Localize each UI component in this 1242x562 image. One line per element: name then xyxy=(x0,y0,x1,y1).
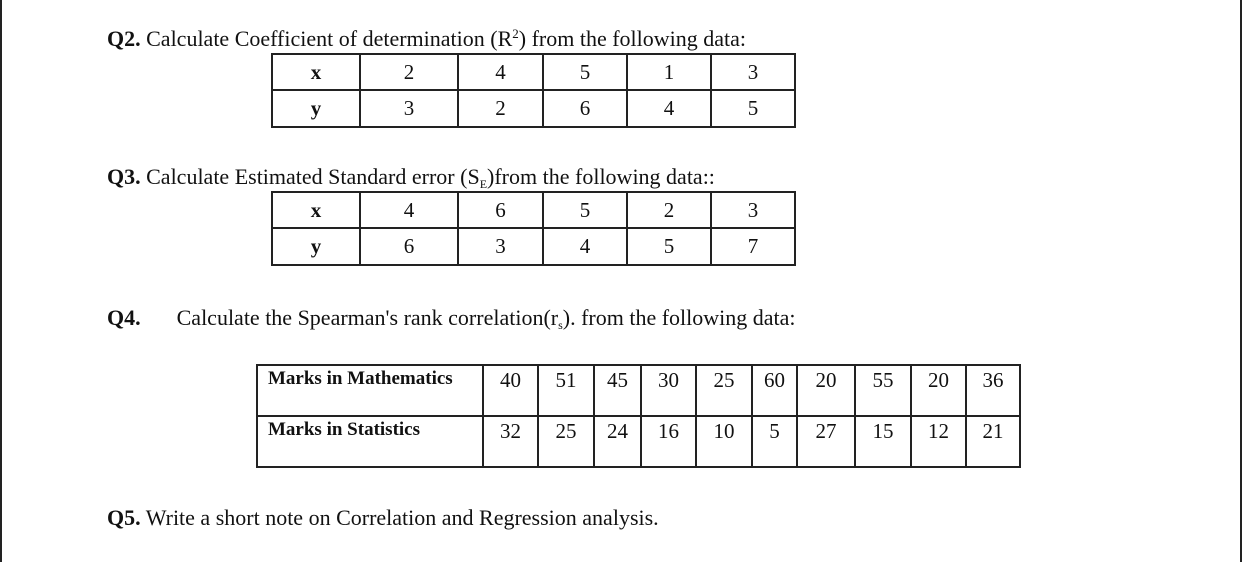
q3-cell: 5 xyxy=(627,228,711,265)
q2-text-after: ) from the following data: xyxy=(518,26,747,51)
q2-table xyxy=(271,53,796,128)
q3-row-y xyxy=(272,228,795,265)
q3-subscript: E xyxy=(479,177,488,191)
q3-cell: 5 xyxy=(543,192,627,228)
q5-heading xyxy=(107,505,659,531)
q2-cell: 2 xyxy=(360,54,458,90)
q4-text-after: ). from the following data: xyxy=(562,305,796,330)
q4-cell: 60 xyxy=(752,365,797,416)
q2-cell: 5 xyxy=(543,54,627,90)
q4-cell: 55 xyxy=(855,365,911,416)
q4-cell: 10 xyxy=(696,416,752,467)
q4-cell: 51 xyxy=(538,365,594,416)
q2-row-y xyxy=(272,90,795,127)
q3-cell: 2 xyxy=(627,192,711,228)
q3-row-x xyxy=(272,192,795,228)
q3-cell: 4 xyxy=(543,228,627,265)
q5-text: Write a short note on Correlation and Regression analysis. xyxy=(145,505,659,530)
q4-cell: 36 xyxy=(966,365,1020,416)
q4-cell: 20 xyxy=(911,365,966,416)
q4-subscript: s xyxy=(558,318,563,332)
q2-cell: 4 xyxy=(627,90,711,127)
q2-cell: 3 xyxy=(360,90,458,127)
q3-heading xyxy=(107,164,715,190)
q4-cell: 21 xyxy=(966,416,1020,467)
q3-text-before: Calculate Estimated Standard error (S xyxy=(146,164,480,189)
q4-cell: 30 xyxy=(641,365,696,416)
q2-heading xyxy=(107,26,746,52)
q2-cell: 5 xyxy=(711,90,795,127)
q2-cell: 4 xyxy=(458,54,543,90)
q3-cell: 6 xyxy=(458,192,543,228)
q2-cell: 2 xyxy=(458,90,543,127)
q4-row-mathematics xyxy=(257,365,1020,416)
q4-heading xyxy=(107,305,796,331)
q4-cell: 25 xyxy=(538,416,594,467)
q4-cell: 24 xyxy=(594,416,641,467)
left-border xyxy=(0,0,2,562)
q4-cell: 20 xyxy=(797,365,855,416)
q3-text-after: )from the following data:: xyxy=(487,164,715,189)
q4-cell: 40 xyxy=(483,365,538,416)
q4-cell: 45 xyxy=(594,365,641,416)
q3-table xyxy=(271,191,796,266)
q4-row-statistics xyxy=(257,416,1020,467)
q4-table xyxy=(256,364,1021,468)
q4-cell: 27 xyxy=(797,416,855,467)
q2-cell: 6 xyxy=(543,90,627,127)
q4-cell: 5 xyxy=(752,416,797,467)
q2-cell: 1 xyxy=(627,54,711,90)
q4-cell: 12 xyxy=(911,416,966,467)
q4-cell: 16 xyxy=(641,416,696,467)
q3-cell: 3 xyxy=(458,228,543,265)
q4-number: Q4. xyxy=(107,305,141,330)
q2-superscript: 2 xyxy=(512,26,519,41)
q3-cell: 6 xyxy=(360,228,458,265)
q4-cell: 25 xyxy=(696,365,752,416)
q3-label-y: y xyxy=(272,228,360,265)
q4-cell: 32 xyxy=(483,416,538,467)
q4-label-statistics: Marks in Statistics xyxy=(257,416,483,467)
q3-cell: 4 xyxy=(360,192,458,228)
q4-text-before: Calculate the Spearman's rank correlation(r xyxy=(176,305,559,330)
q2-row-x xyxy=(272,54,795,90)
q2-number: Q2. xyxy=(107,26,141,51)
q2-text-before: Calculate Coefficient of determination (R xyxy=(146,26,513,51)
q5-number: Q5. xyxy=(107,505,141,530)
q4-cell: 15 xyxy=(855,416,911,467)
q2-label-y: y xyxy=(272,90,360,127)
q2-label-x: x xyxy=(272,54,360,90)
q4-label-mathematics: Marks in Mathematics xyxy=(257,365,483,416)
q3-cell: 3 xyxy=(711,192,795,228)
q3-number: Q3. xyxy=(107,164,141,189)
q2-cell: 3 xyxy=(711,54,795,90)
q3-cell: 7 xyxy=(711,228,795,265)
q3-label-x: x xyxy=(272,192,360,228)
